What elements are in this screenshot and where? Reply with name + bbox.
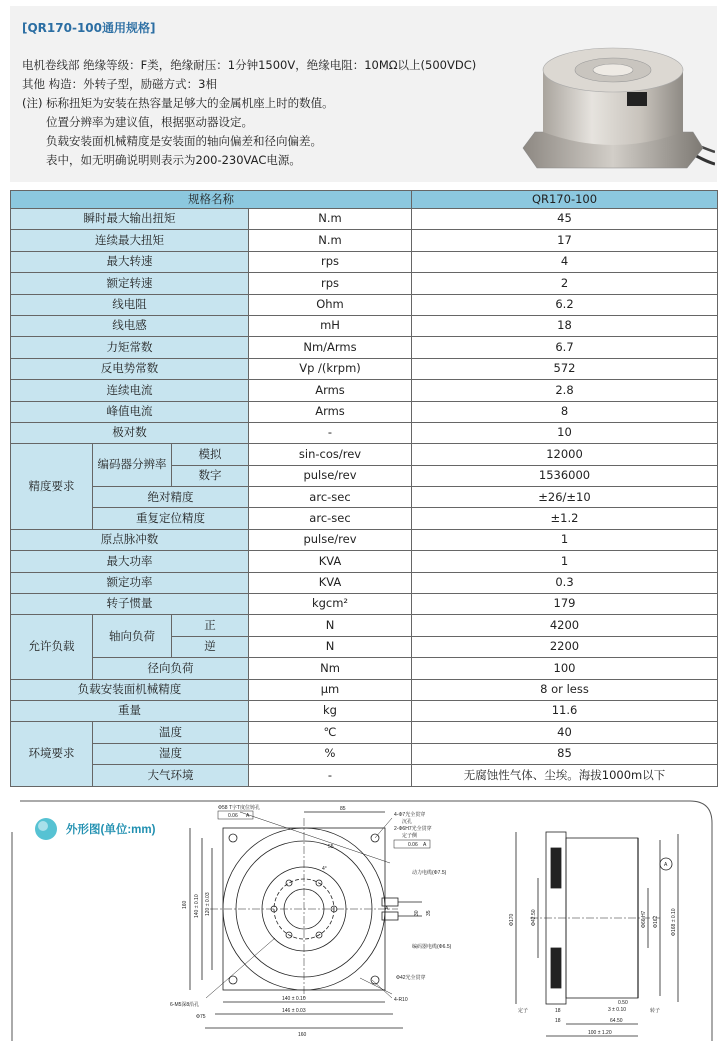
dim-label: 100 ± 1.20 xyxy=(588,1030,612,1036)
table-row xyxy=(11,209,718,230)
row-label: 正 xyxy=(172,615,249,636)
title-bullet-highlight-icon xyxy=(38,821,48,831)
row-unit: N xyxy=(249,615,412,636)
note-label: 转子 xyxy=(650,1008,661,1014)
table-header-row xyxy=(11,191,718,209)
dim-label: 3 ± 0.10 xyxy=(608,1007,627,1013)
rotor-hole xyxy=(286,880,292,886)
row-unit: rps xyxy=(249,273,412,294)
row-unit: mH xyxy=(249,315,412,336)
row-label: 负载安装面机械精度 xyxy=(11,679,249,700)
dim-label: 18 xyxy=(555,1008,561,1014)
dim-label: 30 xyxy=(414,910,420,916)
corner-hole xyxy=(229,834,237,842)
dim-label: Φ42.50 xyxy=(531,909,537,926)
row-label: 额定功率 xyxy=(11,572,249,593)
row-unit: % xyxy=(249,743,412,764)
group-label-load: 允许负载 xyxy=(11,615,93,679)
row-value: 0.3 xyxy=(412,572,718,593)
row-unit: rps xyxy=(249,251,412,272)
side-view-labels xyxy=(509,862,677,1036)
leader-line xyxy=(206,938,275,998)
note-label: 4-Φ7光全贯穿 xyxy=(394,812,426,818)
leader-line xyxy=(360,978,392,994)
row-unit: kg xyxy=(249,700,412,721)
row-label: 连续电流 xyxy=(11,380,249,401)
row-value: 45 xyxy=(412,209,718,230)
dim-label: Φ168 ± 0.10 xyxy=(671,908,677,936)
table-row xyxy=(11,444,718,465)
spec-line-note: 表中，如无明确说明则表示为200-230VAC电源。 xyxy=(46,153,301,167)
dim-label: 140 ± 0.10 xyxy=(194,894,200,918)
row-unit: arc-sec xyxy=(249,487,412,508)
table-row xyxy=(11,294,718,315)
row-unit: μm xyxy=(249,679,412,700)
row-unit: Ohm xyxy=(249,294,412,315)
dim-label: 140 ± 0.10 xyxy=(282,996,306,1002)
dim-label: 120 ± 0.03 xyxy=(205,892,211,916)
note-label: Φ58 T字T度位铸孔 xyxy=(218,805,261,811)
row-unit: Arms xyxy=(249,380,412,401)
row-value: 8 xyxy=(412,401,718,422)
row-label: 径向负荷 xyxy=(93,658,249,679)
row-unit: pulse/rev xyxy=(249,529,412,550)
table-row xyxy=(11,337,718,358)
note-label: 4-R10 xyxy=(394,997,408,1003)
note-label: 6-M5深8沿孔 xyxy=(170,1002,200,1008)
row-label: 数字 xyxy=(172,465,249,486)
table-row xyxy=(11,315,718,336)
row-label: 线电阻 xyxy=(11,294,249,315)
row-unit: KVA xyxy=(249,572,412,593)
table-row xyxy=(11,658,718,679)
spec-line-note: 负载安装面机械精度是安装面的轴向偏差和径向偏差。 xyxy=(46,134,322,148)
row-label: 大气环境 xyxy=(93,765,249,786)
note-label: 编码器电缆(Φ6.5) xyxy=(412,944,452,950)
dim-label: Φ170 xyxy=(509,913,515,926)
row-label: 重复定位精度 xyxy=(93,508,249,529)
row-unit: arc-sec xyxy=(249,508,412,529)
row-unit: Vp /(krpm) xyxy=(249,358,412,379)
row-value: 1536000 xyxy=(412,465,718,486)
table-row xyxy=(11,487,718,508)
spec-line-other: 其他 构造：外转子型，励磁方式：3相 xyxy=(22,77,217,91)
row-label: 温度 xyxy=(93,722,249,743)
row-label: 额定转速 xyxy=(11,273,249,294)
sub-label-encoder: 编码器分辨率 xyxy=(93,444,172,487)
note-label: 沉孔 xyxy=(402,819,413,825)
row-value: 572 xyxy=(412,358,718,379)
row-label: 峰值电流 xyxy=(11,401,249,422)
row-unit: Arms xyxy=(249,401,412,422)
row-label: 模拟 xyxy=(172,444,249,465)
row-value: 11.6 xyxy=(412,700,718,721)
table-row xyxy=(11,765,718,786)
row-value: 17 xyxy=(412,230,718,251)
table-row xyxy=(11,380,718,401)
row-unit: Nm/Arms xyxy=(249,337,412,358)
row-unit: N.m xyxy=(249,209,412,230)
table-row xyxy=(11,615,718,636)
table-row xyxy=(11,230,718,251)
spec-line-winding: 电机卷线部 绝缘等级：F类，绝缘耐压：1分钟1500V，绝缘电阻：10MΩ以上(500VDC) xyxy=(22,58,477,72)
row-value: 2.8 xyxy=(412,380,718,401)
table-row xyxy=(11,422,718,443)
side-view xyxy=(516,832,678,1036)
row-value: 4200 xyxy=(412,615,718,636)
dim-label: Φ66 H7 xyxy=(641,910,647,928)
note-label: A xyxy=(246,813,250,819)
row-label: 最大转速 xyxy=(11,251,249,272)
row-value: 12000 xyxy=(412,444,718,465)
header-spec-name: 规格名称 xyxy=(11,191,412,209)
row-value: 10 xyxy=(412,422,718,443)
row-value: 6.2 xyxy=(412,294,718,315)
row-unit: ℃ xyxy=(249,722,412,743)
row-label: 最大功率 xyxy=(11,551,249,572)
row-unit: kgcm² xyxy=(249,594,412,615)
row-unit: KVA xyxy=(249,551,412,572)
dim-label: 0.50 xyxy=(618,1000,628,1006)
row-label: 重量 xyxy=(11,700,249,721)
row-label: 连续最大扭矩 xyxy=(11,230,249,251)
row-value: ±1.2 xyxy=(412,508,718,529)
sub-label-axial: 轴向负荷 xyxy=(93,615,172,658)
table-row xyxy=(11,508,718,529)
row-unit: Nm xyxy=(249,658,412,679)
table-row xyxy=(11,572,718,593)
dim-label: Φ162 xyxy=(653,915,659,928)
note-label: 2-Φ6H7光全贯穿 xyxy=(394,826,432,832)
table-row xyxy=(11,679,718,700)
row-label: 绝对精度 xyxy=(93,487,249,508)
dimension-drawing xyxy=(10,798,717,1041)
section-hatch xyxy=(551,948,561,988)
dim-label: 160 xyxy=(182,900,188,909)
dim-label: 160 xyxy=(298,1032,307,1038)
row-value: 1 xyxy=(412,551,718,572)
dim-label: 85 xyxy=(340,806,346,812)
spec-line-note: 位置分辨率为建议值，根据驱动器设定。 xyxy=(46,115,253,129)
row-value: 8 or less xyxy=(412,679,718,700)
row-value: 40 xyxy=(412,722,718,743)
leader-line xyxy=(372,980,392,998)
row-label: 原点脉冲数 xyxy=(11,529,249,550)
table-row xyxy=(11,529,718,550)
group-label-environment: 环境要求 xyxy=(11,722,93,786)
row-label: 线电感 xyxy=(11,315,249,336)
datum-label: A xyxy=(664,862,668,868)
note-label: 定子 xyxy=(518,1008,529,1014)
drawing-title: 外形图(单位:mm) xyxy=(66,824,156,836)
row-label: 湿度 xyxy=(93,743,249,764)
row-unit: pulse/rev xyxy=(249,465,412,486)
note-label: 0.06 xyxy=(228,813,238,819)
row-value: 18 xyxy=(412,315,718,336)
dim-label: 18 xyxy=(555,1018,561,1024)
row-value: 2200 xyxy=(412,636,718,657)
table-row xyxy=(11,594,718,615)
row-label: 转子惯量 xyxy=(11,594,249,615)
table-row xyxy=(11,743,718,764)
note-label: Φ42光全贯穿 xyxy=(396,975,426,981)
table-row xyxy=(11,700,718,721)
datum-label: A xyxy=(385,906,389,912)
spec-title: [QR170-100通用规格] xyxy=(22,21,156,35)
row-unit: N.m xyxy=(249,230,412,251)
row-value: 6.7 xyxy=(412,337,718,358)
row-label: 极对数 xyxy=(11,422,249,443)
row-unit: N xyxy=(249,636,412,657)
dim-label: 64.50 xyxy=(610,1018,623,1024)
row-label: 逆 xyxy=(172,636,249,657)
row-value: 100 xyxy=(412,658,718,679)
row-value: 85 xyxy=(412,743,718,764)
row-value: 2 xyxy=(412,273,718,294)
row-value: 179 xyxy=(412,594,718,615)
row-unit: - xyxy=(249,765,412,786)
row-value: 1 xyxy=(412,529,718,550)
note-label: 0.06 xyxy=(408,842,418,848)
group-label-accuracy: 精度要求 xyxy=(11,444,93,530)
table-row xyxy=(11,251,718,272)
spec-table xyxy=(10,190,718,787)
header-model: QR170-100 xyxy=(412,191,718,209)
row-label: 反电势常数 xyxy=(11,358,249,379)
note-label: Φ75 xyxy=(196,1014,206,1020)
table-row xyxy=(11,273,718,294)
spec-header xyxy=(10,6,717,182)
front-view xyxy=(190,812,422,1028)
note-label: 55 xyxy=(328,844,334,850)
motor-product-image xyxy=(515,40,715,180)
row-value: ±26/±10 xyxy=(412,487,718,508)
row-unit: sin-cos/rev xyxy=(249,444,412,465)
note-label: 定子侧 xyxy=(402,833,418,839)
note-label: 动力电缆(Φ7.5) xyxy=(412,870,447,876)
table-row xyxy=(11,551,718,572)
table-row xyxy=(11,722,718,743)
row-label: 瞬时最大输出扭矩 xyxy=(11,209,249,230)
row-label: 力矩常数 xyxy=(11,337,249,358)
dim-label: 146 ± 0.03 xyxy=(282,1008,306,1014)
row-value: 无腐蚀性气体、尘埃。海拔1000m以下 xyxy=(412,765,718,786)
row-value: 4 xyxy=(412,251,718,272)
dim-label: 35 xyxy=(426,910,432,916)
table-row xyxy=(11,401,718,422)
note-label: A xyxy=(423,842,427,848)
section-hatch xyxy=(551,848,561,888)
spec-line-note: (注) 标称扭矩为安装在热容量足够大的金属机座上时的数值。 xyxy=(22,96,334,110)
row-unit: - xyxy=(249,422,412,443)
note-label: 4° xyxy=(322,866,327,872)
table-row xyxy=(11,358,718,379)
